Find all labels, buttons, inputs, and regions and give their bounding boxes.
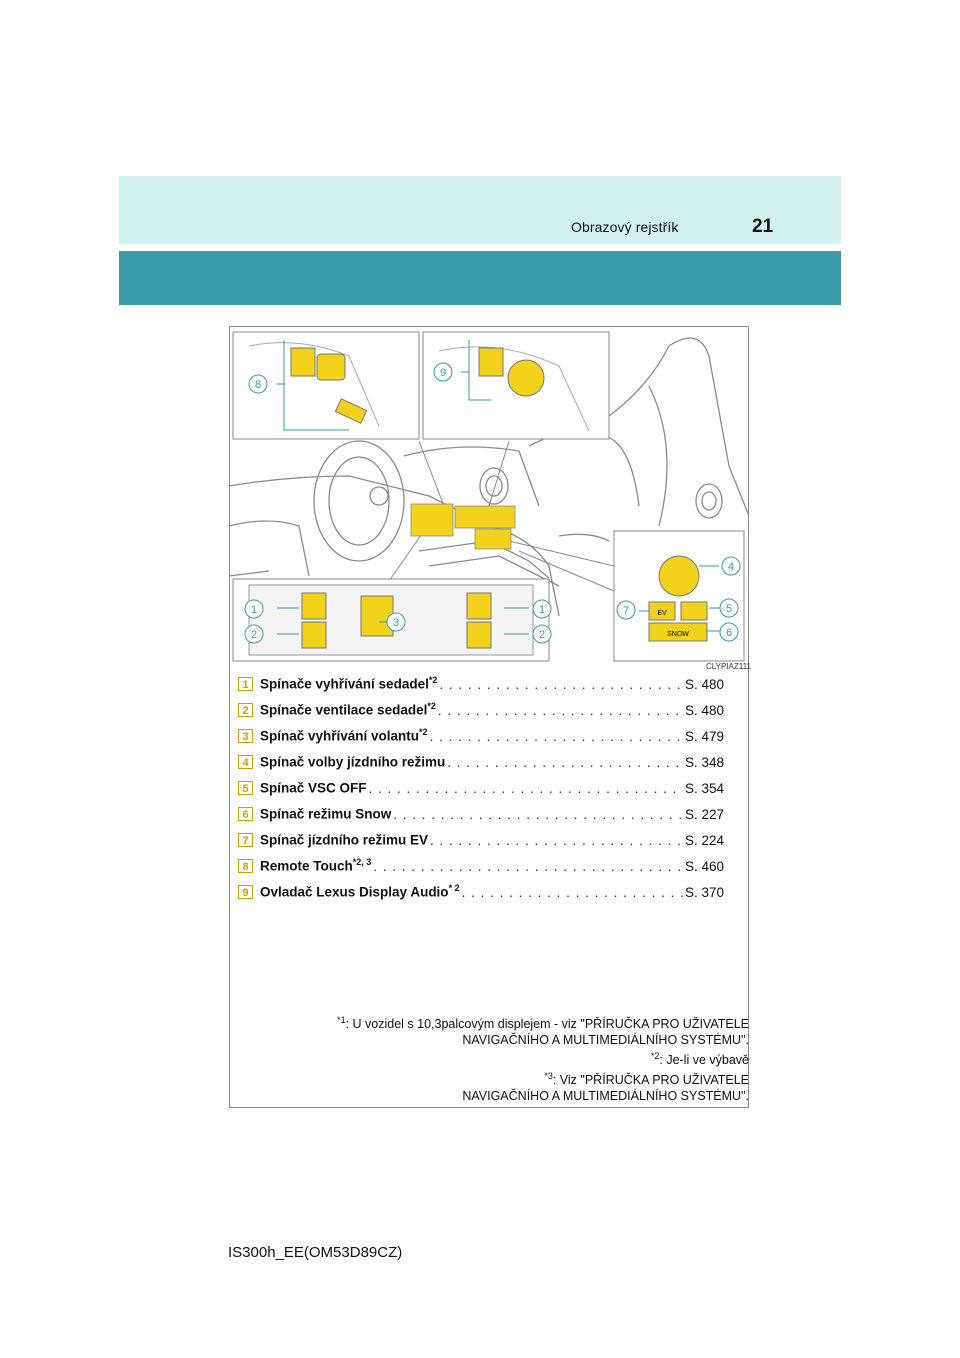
list-item — [238, 753, 724, 779]
svg-text:2: 2 — [250, 629, 258, 641]
callout-7 — [617, 601, 635, 619]
leader-dots — [439, 677, 683, 692]
leader-dots — [430, 833, 683, 848]
svg-text:1: 1 — [538, 604, 546, 616]
inset-display-audio — [423, 332, 609, 439]
page-reference[interactable]: S. 348 — [684, 754, 724, 770]
callout-6 — [720, 623, 738, 641]
footnotes — [229, 1012, 749, 1104]
leader-dots — [373, 859, 683, 874]
item-number: 5 — [238, 781, 253, 795]
callout-1-right — [533, 600, 551, 618]
item-label: Spínač režimu Snow — [260, 806, 392, 822]
item-number: 1 — [238, 677, 253, 691]
interior-illustration — [229, 326, 749, 678]
list-item — [238, 831, 724, 857]
image-code: CLYPIAZ111 — [706, 662, 751, 671]
page-reference[interactable]: S. 370 — [684, 884, 724, 900]
list-item — [238, 779, 724, 805]
item-label: Spínač jízdního režimu EV — [260, 832, 429, 848]
item-label: Spínač vyhřívání volantu$^{*2}$ — [260, 727, 428, 744]
leader-dots — [462, 885, 683, 900]
item-number: 7 — [238, 833, 253, 847]
item-number: 2 — [238, 703, 253, 717]
leader-dots — [430, 729, 683, 744]
svg-text:5: 5 — [725, 603, 733, 615]
snow-button-label: SNOW — [667, 631, 689, 638]
item-label: Spínače ventilace sedadel$^{*2}$ — [260, 701, 436, 718]
footnote-3: $^{*3}$: Viz "PŘÍRUČKA PRO UŽIVATELE — [544, 1071, 749, 1088]
callout-9 — [434, 363, 452, 381]
page-reference[interactable]: S. 480 — [684, 676, 724, 692]
leader-dots — [438, 703, 683, 718]
page-reference[interactable]: S. 227 — [684, 806, 724, 822]
page-reference[interactable]: S. 224 — [684, 832, 724, 848]
svg-text:9: 9 — [439, 367, 447, 379]
header-band — [119, 176, 841, 244]
ev-button-label: EV — [657, 610, 667, 617]
callout-4 — [722, 557, 740, 575]
svg-text:7: 7 — [622, 605, 630, 617]
callout-5 — [720, 599, 738, 617]
item-number: 6 — [238, 807, 253, 821]
inset-drive-mode — [614, 531, 744, 661]
page-reference[interactable]: S. 480 — [684, 702, 724, 718]
document-code: IS300h_EE(OM53D89CZ) — [228, 1244, 403, 1261]
page-reference[interactable]: S. 354 — [684, 780, 724, 796]
page-number: 21 — [752, 216, 774, 237]
callout-2-right — [533, 625, 551, 643]
footnote-1: $^{*1}$: U vozidel s 10,3palcovým displejem - viz "PŘÍRUČKA PRO UŽIVATELE — [337, 1015, 749, 1032]
header-accent-band — [119, 251, 841, 305]
list-item — [238, 805, 724, 831]
list-item — [238, 727, 724, 753]
item-number: 4 — [238, 755, 253, 769]
item-number: 3 — [238, 729, 253, 743]
leader-dots — [369, 781, 683, 796]
list-item — [238, 857, 724, 883]
callout-8 — [249, 375, 267, 393]
item-number: 8 — [238, 859, 253, 873]
footnote-1-cont: NAVIGAČNÍHO A MULTIMEDIÁLNÍHO SYSTÉMU". — [462, 1033, 749, 1048]
footnote-2: $^{*2}$: Je-li ve výbavě — [650, 1051, 749, 1068]
svg-text:4: 4 — [727, 561, 735, 573]
svg-text:3: 3 — [392, 617, 400, 629]
item-label: Ovladač Lexus Display Audio$^{* 2}$ — [260, 883, 460, 900]
console-highlight — [411, 504, 515, 549]
item-label: Spínače vyhřívání sedadel$^{*2}$ — [260, 675, 438, 692]
svg-text:8: 8 — [254, 379, 262, 391]
list-item — [238, 883, 724, 909]
svg-text:6: 6 — [725, 627, 733, 639]
callout-2-left — [245, 625, 263, 643]
section-title: Obrazový rejstřík — [571, 219, 679, 235]
page-reference[interactable]: S. 460 — [684, 858, 724, 874]
list-item — [238, 675, 724, 701]
item-number: 9 — [238, 885, 253, 899]
item-label: Spínač volby jízdního režimu — [260, 754, 446, 770]
leader-dots — [393, 807, 683, 822]
svg-text:1: 1 — [250, 604, 258, 616]
item-label: Spínač VSC OFF — [260, 780, 367, 796]
list-item — [238, 701, 724, 727]
svg-text:2: 2 — [538, 629, 546, 641]
callout-3 — [387, 613, 405, 631]
item-list — [238, 675, 724, 909]
footnote-3-cont: NAVIGAČNÍHO A MULTIMEDIÁLNÍHO SYSTÉMU". — [462, 1089, 749, 1104]
leader-dots — [447, 755, 683, 770]
callout-1-left — [245, 600, 263, 618]
page-reference[interactable]: S. 479 — [684, 728, 724, 744]
item-label: Remote Touch$^{*2, 3}$ — [260, 857, 372, 874]
